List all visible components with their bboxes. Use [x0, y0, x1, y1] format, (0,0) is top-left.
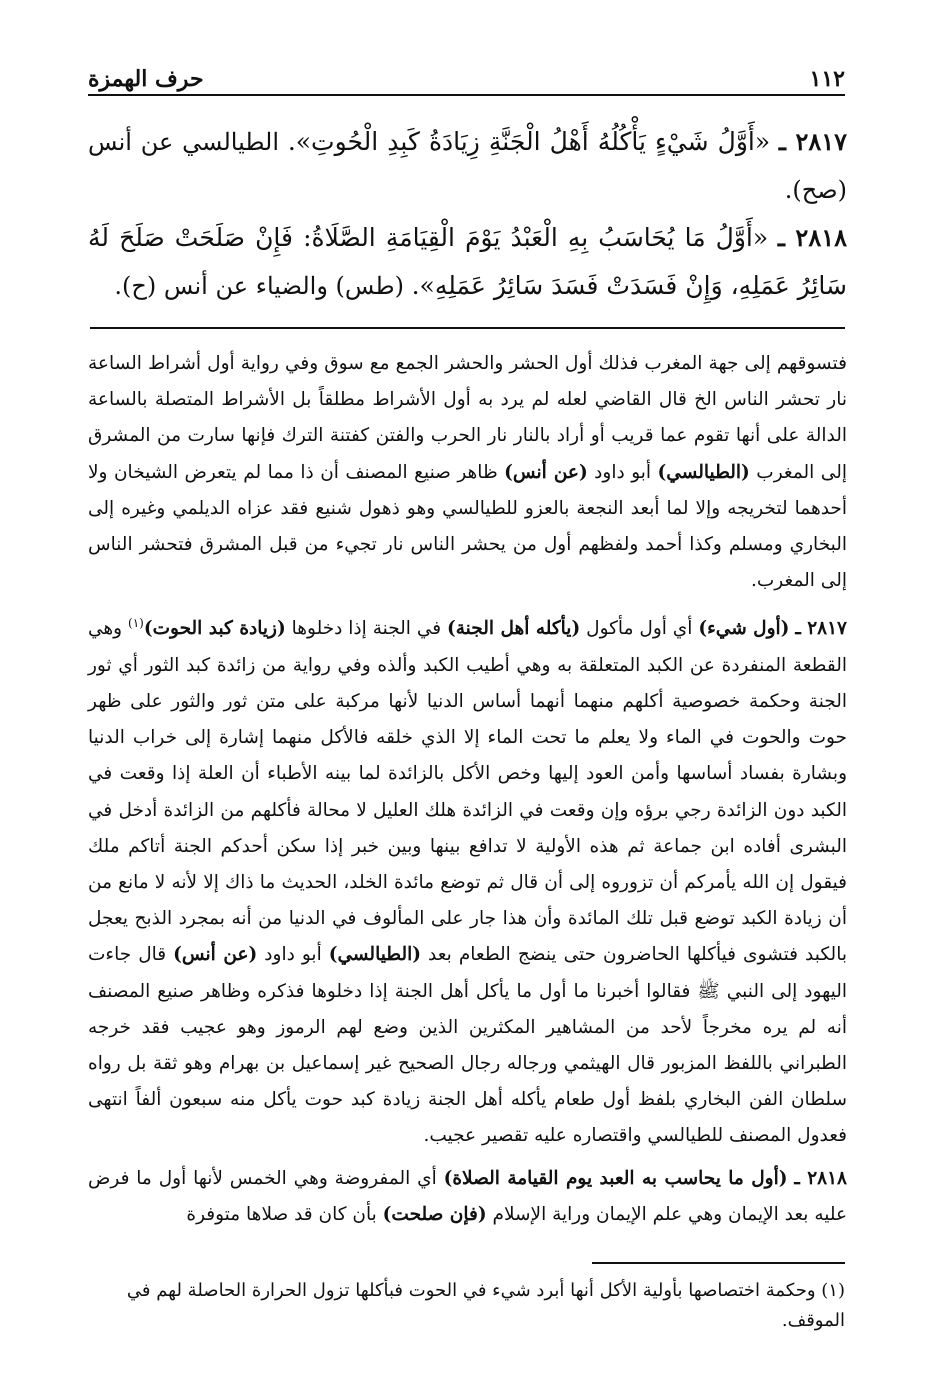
footnote-divider	[592, 1262, 845, 1264]
footnote-reference: (١)	[128, 616, 144, 631]
highlighted-phrase: (الطيالسي)	[328, 944, 421, 966]
commentary-text: أبو داود	[257, 944, 329, 966]
commentary-text: أبو داود	[587, 461, 658, 483]
highlighted-phrase: (يأكله أهل الجنة)	[447, 618, 581, 640]
text-commentary-divider	[90, 327, 845, 329]
commentary-paragraph-2818	[88, 1161, 847, 1233]
commentary-text: وهي القطعة المنفردة عن الكبد المتعلقة به وهي أطيب الكبد وألذه وفي رواية من زائدة كبد الثور أي ثور الجنة وحكمة خصوصية أكلهم منهما أنهما أساس الدنيا لأنها مركبة على متن ثور والثور على ظهر حوت والحوت في الماء ولا يعلم ما تحت الماء إلا الذي خلقه فالأكل منهما إشارة إلى خراب الدنيا وبشارة بفساد أساسها وأمن العود إليها وخص الأكل بالزائدة لما بينه الأطباء أن العلة إذا وقعت في الكبد دون الزائدة رجي برؤه وإن وقعت في الزائدة هلك العليل لا محالة فأكلهم من الزائدة أدخل في البشرى أفاده ابن جماعة ثم هذه الأولية لا تدافع بينها وبين خبر إذا سكن أحدكم الجنة أتاكم ملك فيقول إن الله يأمركم أن تزوروه إلى أن قال ثم توضع مائدة الخلد، الحديث ما ذاك إلا لأنه لا مانع من أن زيادة الكبد توضع قبل تلك المائدة وأن هذا جار على المألوف في الدنيا من أنه بمجرد الذبح يعجل بالكبد فتشوى فيأكلها الحاضرون حتى ينضج الطعام بعد	[88, 618, 847, 966]
commentary-text: في الجنة إذا دخلوها	[285, 618, 448, 640]
running-title: حرف الهمزة	[88, 66, 204, 92]
commentary-text: أي المفروضة وهي الخمس لأنها أول ما فرض عليه بعد الإيمان وهي علم الإيمان وراية الإسلام	[88, 1167, 847, 1225]
highlighted-phrase: (عن أنس)	[504, 461, 588, 483]
commentary-text: ظاهر صنيع المصنف أن ذا مما لم يتعرض الشيخان ولا أحدهما لتخريجه وإلا لما أبعد النجعة بالعزو للطيالسي وهو ذهول شنيع فقد عزاه الديلمي وغيره إلى البخاري ومسلم وكذا أحمد ولفظهم أول من يحشر الناس نار تجيء من قبل المشرق فتحشر الناس إلى المغرب.	[88, 461, 847, 592]
hadith-number: ٢٨١٧ ـ	[778, 127, 848, 156]
commentary-text: بأن كان قد صلاها متوفرة	[186, 1203, 383, 1225]
page-number: ١١٢	[809, 66, 845, 92]
highlighted-phrase: (عن أنس)	[173, 944, 258, 966]
hadith-source: (طس) والضياء عن أنس (ح).	[114, 272, 404, 300]
highlighted-phrase: (أول ما يحاسب به العبد يوم القيامة الصلاة)	[443, 1167, 788, 1189]
hadith-text: «أَوَّلُ شَيْءٍ يَأْكُلُهُ أَهْلُ الْجَنَّةِ زِيَادَةُ كَبِدِ الْحُوتِ».	[287, 127, 771, 156]
hadith-text: «أَوَّلُ مَا يُحَاسَبُ بِهِ الْعَبْدُ يَوْمَ الْقِيَامَةِ الصَّلَاةُ: فَإِنْ صَلَحَتْ صَلَحَ لَهُ سَائِرُ عَمَلِهِ، وَإِنْ فَسَدَتْ فَسَدَ سَائِرُ عَمَلِهِ».	[88, 223, 847, 300]
highlighted-phrase: (فإن صلحت)	[382, 1203, 487, 1225]
commentary-text: قال جاءت اليهود إلى النبي ﷺ فقالوا أخبرنا ما أول ما يأكل أهل الجنة إذا دخلوها فذكره وظاهر صنيع المصنف أنه لم يره مخرجاً لأحد من المشاهير المكثرين الذين وضع لهم الرموز وهو عجيب فقد خرجه الطبراني باللفظ المزبور قال الهيثمي ورجاله رجال الصحيح غير إسماعيل بن بهرام وهو ثقة بل رواه سلطان الفن البخاري بلفظ أول طعام يأكله أهل الجنة زيادة كبد حوت يأكل منه سبعون ألفاً انتهى فعدول المصنف للطيالسي واقتصاره عليه تقصير عجيب.	[88, 944, 847, 1147]
commentary-paragraph	[88, 346, 847, 599]
commentary-number: ٢٨١٧ ـ	[795, 618, 847, 640]
commentary-text: أي أول مأكول	[580, 618, 699, 640]
footnote: (١) وحكمة اختصاصها بأولية الأكل أنها أبرد شيء في الحوت فبأكلها تزول الحرارة الحاصلة لهم في الموقف.	[126, 1280, 845, 1331]
commentary-number: ٢٨١٨ ـ	[794, 1167, 847, 1189]
hadith-number: ٢٨١٨ ـ	[777, 223, 847, 252]
commentary	[88, 346, 847, 1233]
hadith-2818	[88, 214, 847, 310]
commentary-paragraph-2817	[88, 605, 847, 1154]
commentary-text: فتسوقهم إلى جهة المغرب فذلك أول الحشر والحشر الجمع مع سوق وفي رواية أول أشراط الساعة نار تحشر الناس الخ قال القاضي لعله لم يرد به أول الأشراط مطلقاً بل الأشراط المتصلة بالساعة الدالة على أنها تقوم عما قريب أو أراد بالنار نار الحرب والفتن كفتنة الترك فإنها سارت من المشرق إلى المغرب	[88, 353, 847, 483]
hadith-2817	[88, 118, 847, 214]
highlighted-phrase: (الطيالسي)	[657, 461, 750, 483]
page-header	[88, 58, 845, 96]
hadith-source: الطيالسي عن أنس (صح).	[88, 128, 847, 204]
highlighted-phrase: (أول شيء)	[698, 618, 790, 640]
highlighted-phrase: (زيادة كبد الحوت)	[143, 618, 286, 640]
